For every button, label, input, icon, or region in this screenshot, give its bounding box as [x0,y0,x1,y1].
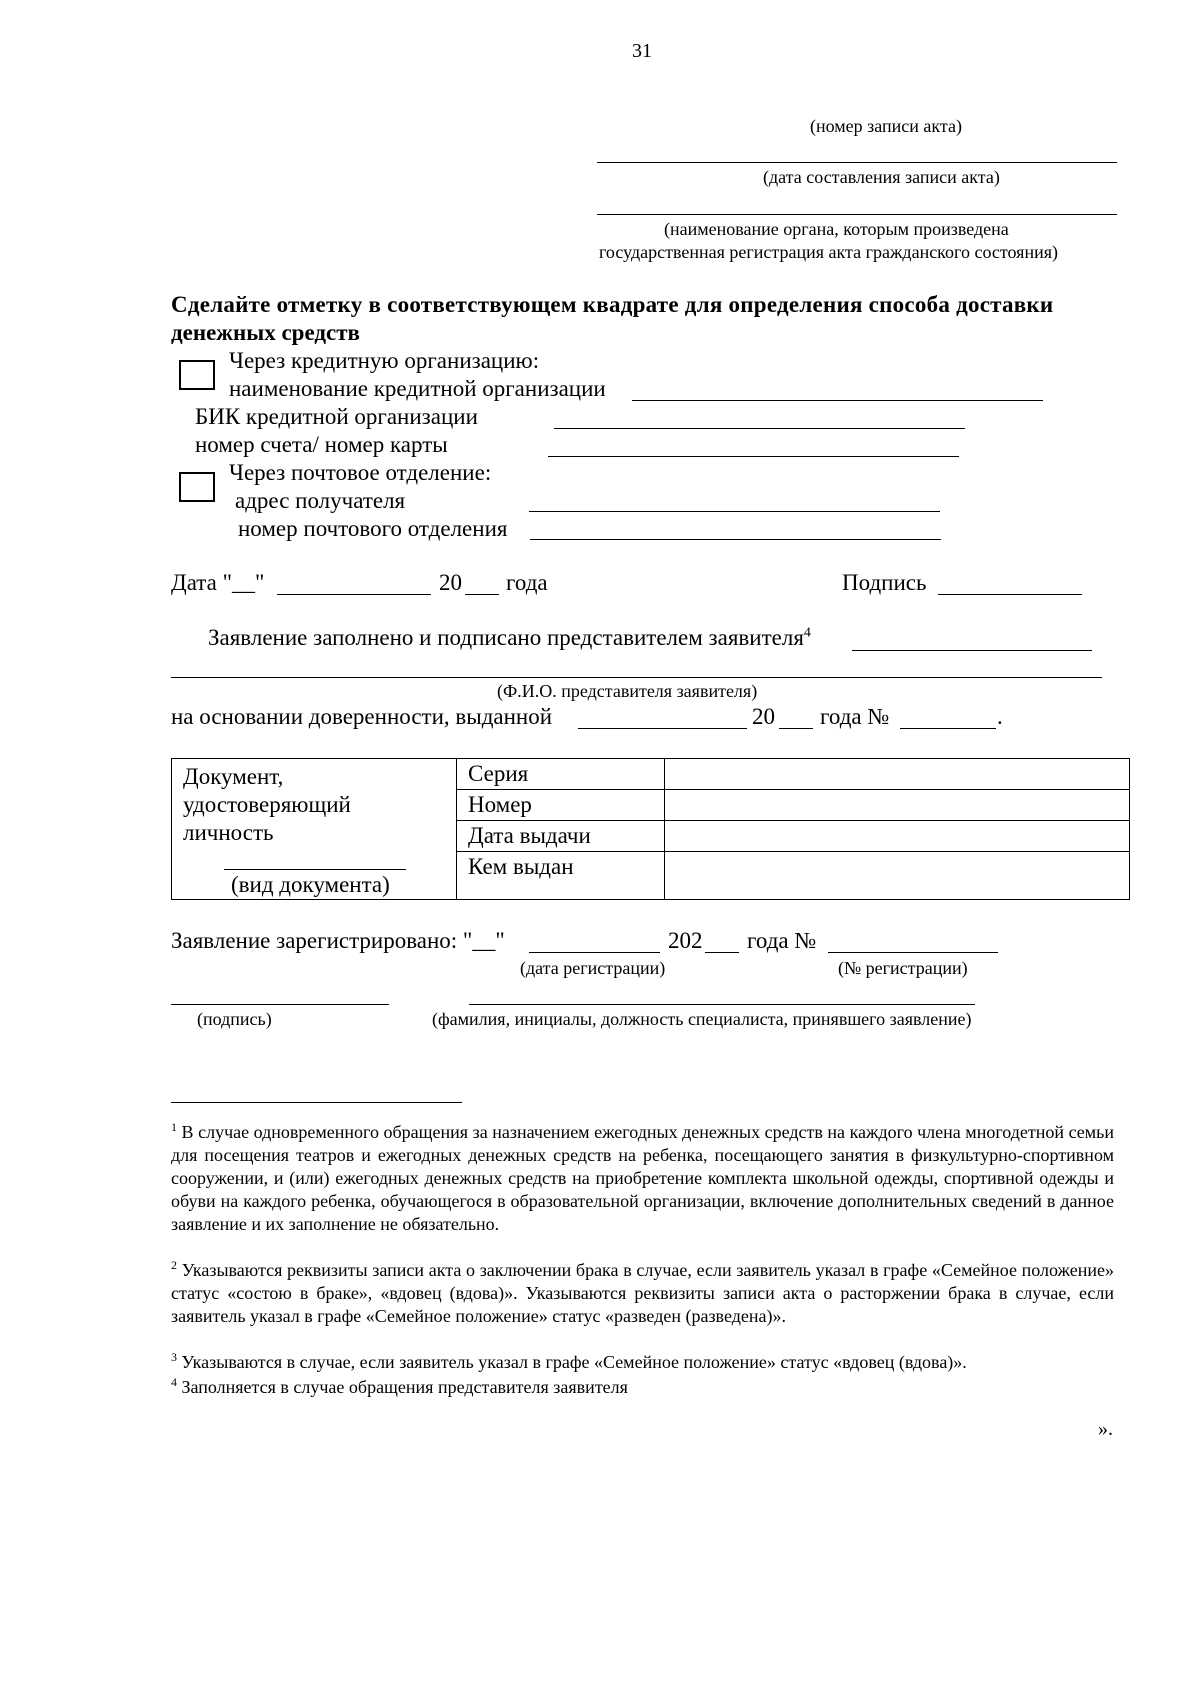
post-office-label: номер почтового отделения [238,516,508,541]
delivery-heading-1: Сделайте отметку в соответствующем квадрате для определения способа доставки [171,292,1054,317]
id-document-title-cell [172,759,457,900]
footnote-4-text: Заполняется в случае обращения представителя заявителя [181,1377,628,1397]
id-document-title-3: личность [183,820,274,845]
issued-by-label-cell: Кем выдан [457,852,665,900]
registration-number-field[interactable] [828,952,998,953]
record-date-caption: (дата составления записи акта) [763,167,1000,187]
registration-year-field[interactable] [705,952,739,953]
date-year-field[interactable] [465,594,499,595]
poa-year-field[interactable] [779,728,813,729]
address-label: адрес получателя [235,488,406,513]
number-label-cell: Номер [457,790,665,821]
registration-date-caption: (дата регистрации) [520,958,666,978]
authority-caption-1: (наименование органа, которым произведена [664,219,1009,239]
registration-date-field[interactable] [529,952,660,953]
number-value-cell[interactable] [665,790,1130,821]
registration-number-caption: (№ регистрации) [838,958,968,978]
registration-year-suffix: года № [747,928,817,953]
id-document-table [171,758,1130,900]
footnote-ref: 4 [803,625,811,641]
closing-mark: ». [1098,1418,1113,1440]
issue-date-value-cell[interactable] [665,821,1130,852]
footnote-3-text: Указываются в случае, если заявитель указал в графе «Семейное положение» статус «вдовец (вдова)». [181,1352,967,1372]
series-value-cell[interactable] [665,759,1130,790]
id-document-title-2: удостоверяющий [183,792,351,817]
date-year-suffix: года [506,570,548,595]
account-label: номер счета/ номер карты [195,432,448,457]
representative-signature-field[interactable] [852,650,1092,651]
footnote-1 [171,1116,1114,1236]
footnote-4 [171,1371,1114,1399]
bank-option-checkbox[interactable] [179,360,215,390]
page-number: 31 [632,40,652,62]
post-option-checkbox[interactable] [179,472,215,502]
poa-number-field[interactable] [900,728,996,729]
record-number-caption: (номер записи акта) [810,116,962,136]
bank-name-label: наименование кредитной организации [229,376,606,401]
signature-label: Подпись [842,570,927,595]
footnote-2-text: Указываются реквизиты записи акта о заключении брака в случае, если заявитель указал в графе «Семейное положение» статус «состою в браке», «вдовец (вдова)». Указываются реквизиты записи акта о расторжении брака в случае, если заявитель указал в графе «Семейное положение» статус «разведен (разведена)». [171,1260,1115,1326]
footnote-3-number: 3 [171,1350,177,1364]
signature-field[interactable] [938,594,1082,595]
doc-type-field[interactable] [224,869,406,870]
poa-end: . [997,704,1003,729]
doc-type-caption: (вид документа) [231,872,390,897]
id-document-title-1: Документ, [183,764,284,789]
specialist-caption: (фамилия, инициалы, должность специалиста, принявшего заявление) [432,1009,972,1029]
poa-prefix: на основании доверенности, выданной [171,704,553,729]
bank-option-label: Через кредитную организацию: [229,348,540,373]
registrar-signature-caption: (подпись) [197,1009,272,1029]
footnote-1-text: В случае одновременного обращения за назначением ежегодных денежных средств на каждого члена многодетной семьи для посещения театров и ежегодных денежных средств на ребенка, посещающего занятия в физкультурно-спортивном сооружении, и (или) ежегодных денежных средств на приобретение комплекта школьной одежды, спортивной одежды и обуви на каждого ребенка, обучающегося в образовательной организации, включение дополнительных сведений в данное заявление и их заполнение не обязательно. [171,1122,1114,1234]
authority-line [597,214,1117,215]
post-office-field[interactable] [530,539,941,540]
delivery-heading-2: денежных средств [171,320,360,345]
poa-year-prefix: 20 [752,704,775,729]
date-month-field[interactable] [277,594,431,595]
post-option-label: Через почтовое отделение: [229,460,492,485]
footnote-2 [171,1254,1114,1328]
footnote-1-number: 1 [171,1120,177,1134]
footnote-2-number: 2 [171,1258,177,1272]
record-date-line [597,162,1117,163]
date-label: Дата "__" [171,570,265,595]
footnote-4-number: 4 [171,1375,177,1389]
bik-label: БИК кредитной организации [195,404,478,429]
authority-caption-2: государственная регистрация акта гражданского состояния) [599,242,1058,262]
representative-fio-caption: (Ф.И.О. представителя заявителя) [497,681,758,701]
specialist-field[interactable] [469,1004,975,1005]
footnote-separator [171,1102,462,1103]
registrar-signature-field[interactable] [171,1004,389,1005]
poa-year-suffix: года № [820,704,890,729]
bik-field[interactable] [554,428,965,429]
registration-label: Заявление зарегистрировано: "__" [171,928,505,953]
footnote-3 [171,1346,1114,1374]
registration-year-prefix: 202 [668,928,703,953]
series-label-cell: Серия [457,759,665,790]
poa-date-field[interactable] [578,728,747,729]
bank-name-field[interactable] [632,400,1043,401]
representative-statement: Заявление заполнено и подписано представителем заявителя$^4$ [208,625,811,650]
issued-by-value-cell[interactable] [665,852,1130,900]
representative-fio-field[interactable] [171,677,1102,678]
date-year-prefix: 20 [439,570,462,595]
address-field[interactable] [529,511,940,512]
issue-date-label-cell: Дата выдачи [457,821,665,852]
account-field[interactable] [548,456,959,457]
